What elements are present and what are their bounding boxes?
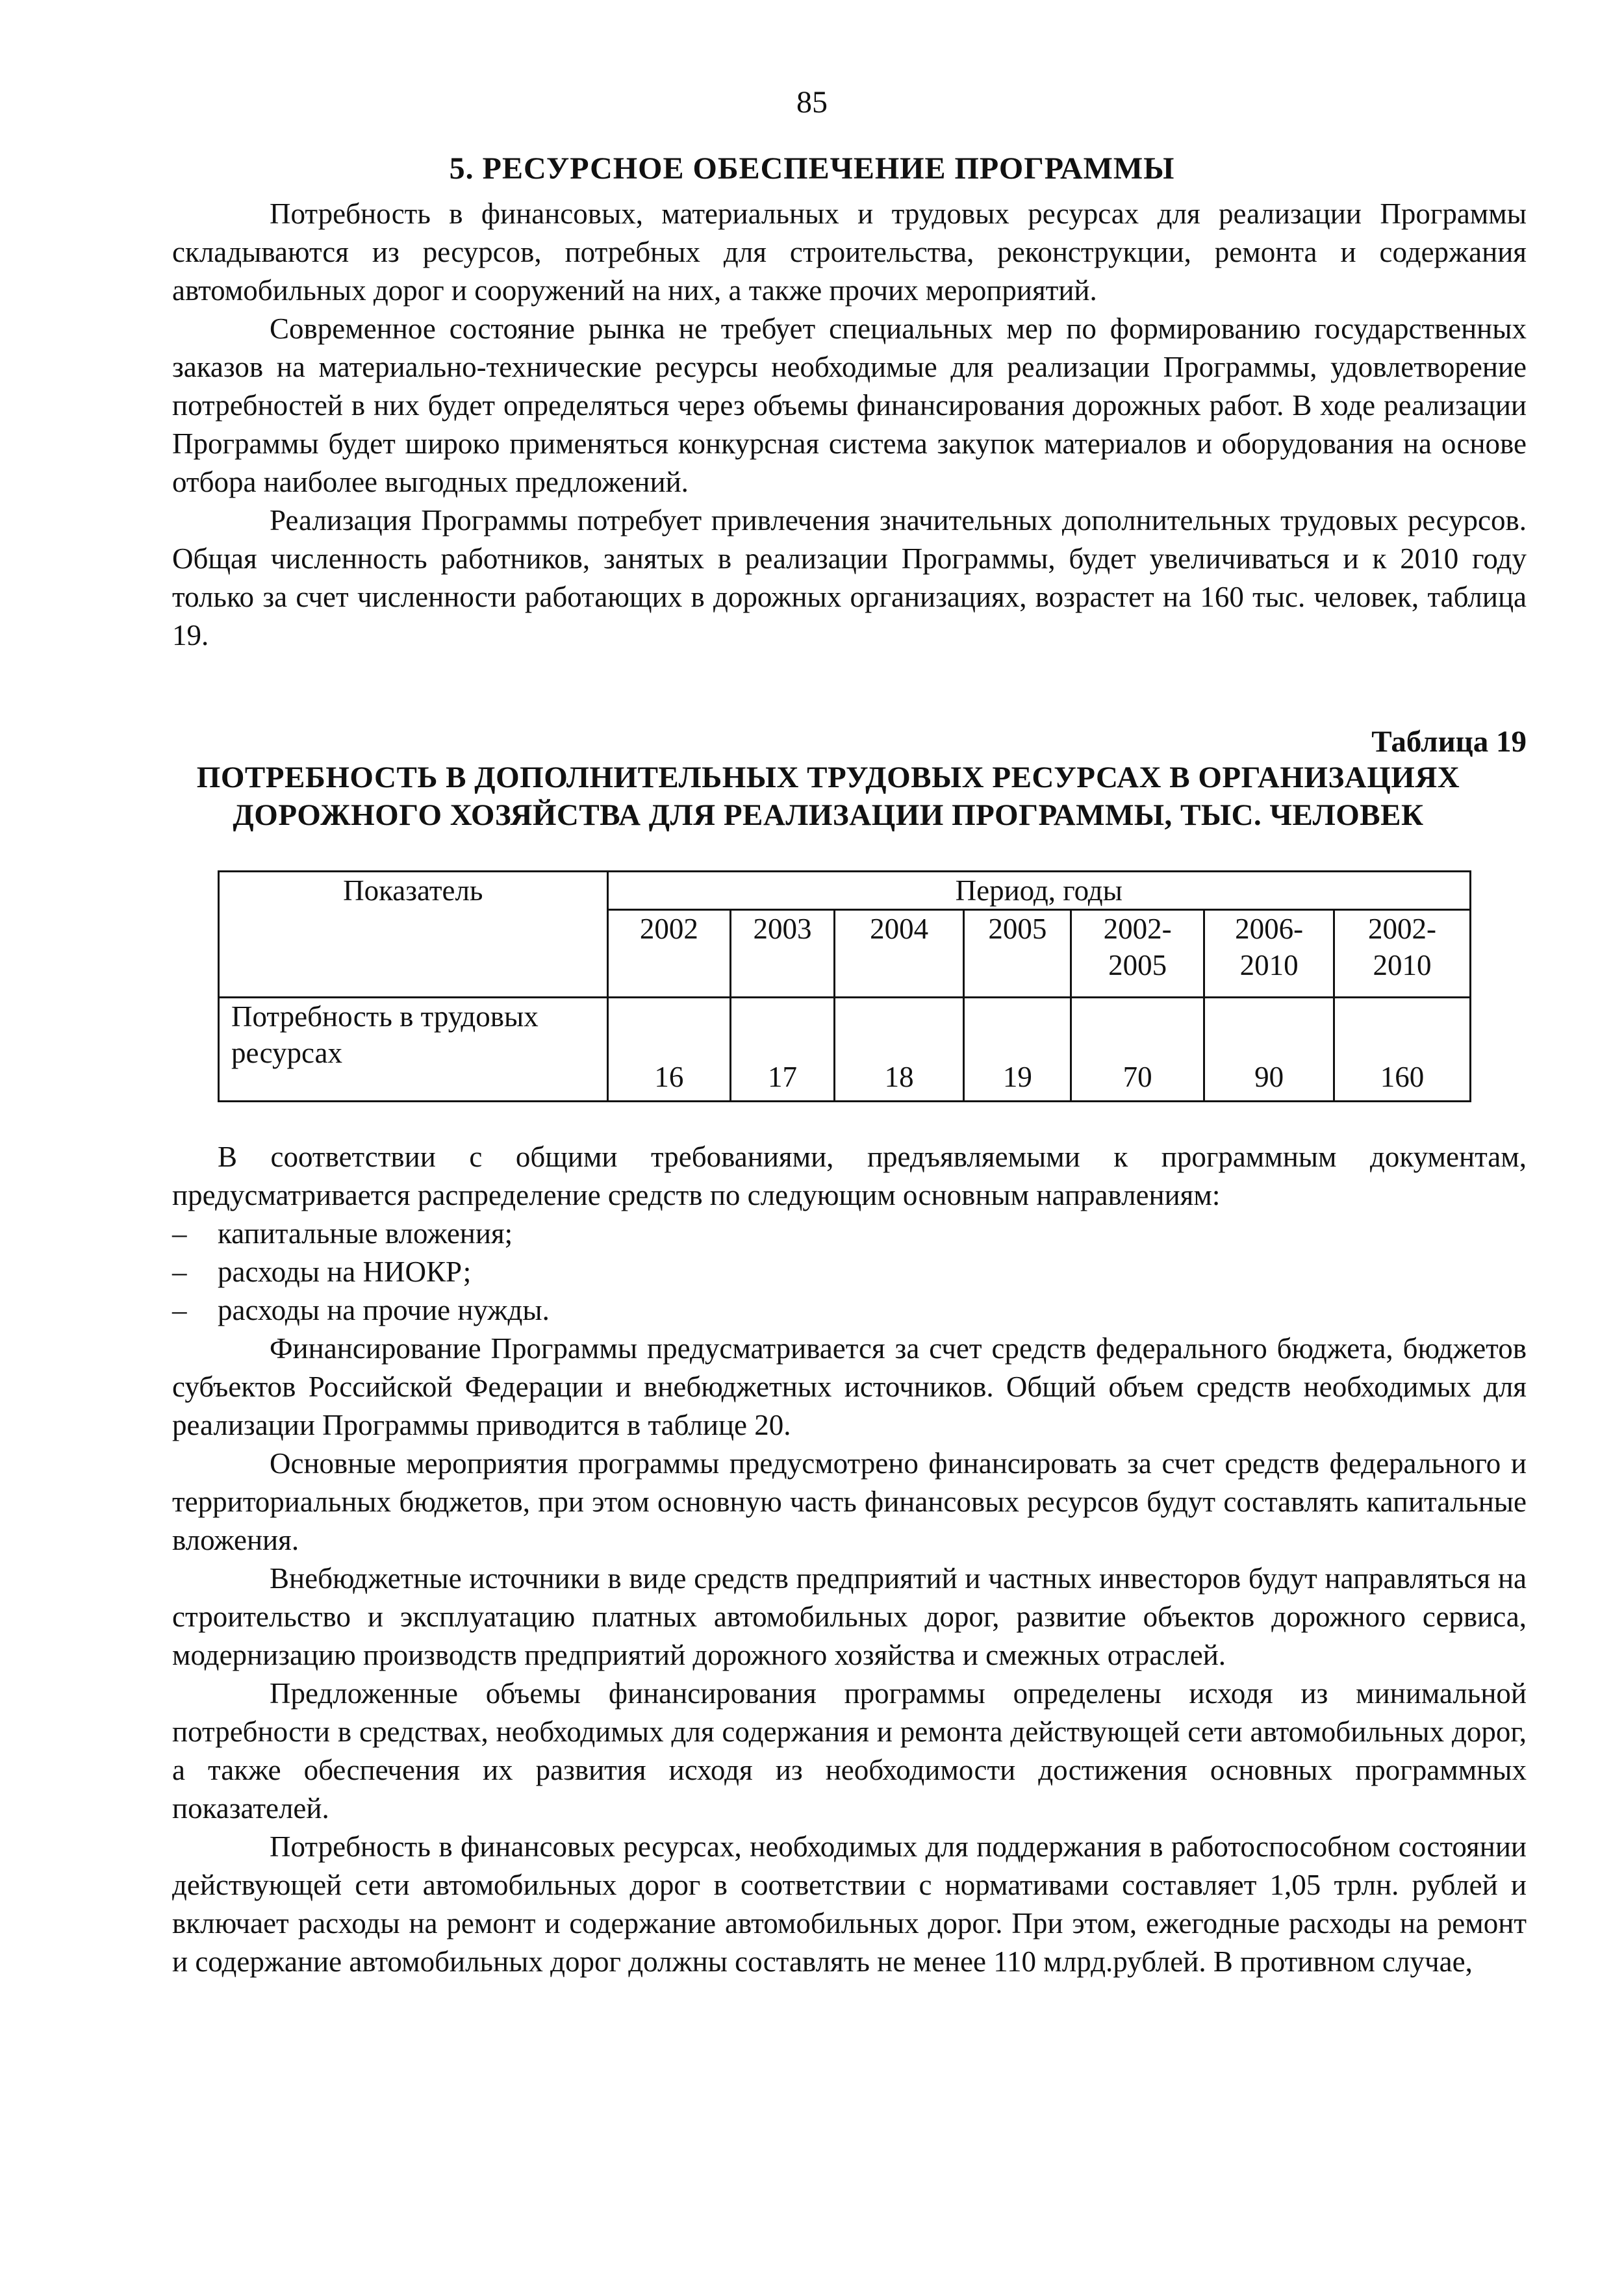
list-item-text: расходы на НИОКР;	[218, 1256, 472, 1288]
page-number: 85	[796, 85, 828, 120]
year-header: 2002	[607, 910, 731, 998]
intro-text	[172, 195, 1527, 655]
list-item-text: расходы на прочие нужды.	[218, 1294, 550, 1326]
bullet-dash: –	[172, 1256, 187, 1288]
paragraph: В соответствии с общими требованиями, предъявляемыми к программным документам, предусматривается распределение средств по следующим основным направлениям:	[172, 1141, 1527, 1211]
table-cell: 160	[1334, 998, 1471, 1102]
year-header: 2002-2010	[1334, 910, 1471, 998]
list-item	[172, 1215, 1527, 1253]
year-header: 2003	[731, 910, 835, 998]
body-text	[172, 1138, 1527, 1981]
table-cell: 90	[1204, 998, 1334, 1102]
row-label: Потребность в трудовых ресурсах	[219, 998, 608, 1102]
paragraph: Основные мероприятия программы предусмотрено финансировать за счет средств федерального и территориальных бюджетов, при этом основную часть финансовых ресурсов будут составлять капитальные вложения.	[172, 1447, 1527, 1556]
list-item	[172, 1291, 1527, 1330]
list-item	[172, 1253, 1527, 1291]
year-header: 2006-2010	[1204, 910, 1334, 998]
year-header: 2005	[964, 910, 1071, 998]
paragraph: Внебюджетные источники в виде средств предприятий и частных инвесторов будут направляться на строительство и эксплуатацию платных автомобильных дорог, развитие объектов дорожного сервиса, модернизацию производств предприятий дорожного хозяйства и смежных отраслей.	[172, 1562, 1527, 1671]
table-row	[219, 998, 1471, 1102]
table-cell: 17	[731, 998, 835, 1102]
table-cell: 18	[834, 998, 964, 1102]
table-caption: Таблица 19	[1371, 725, 1527, 759]
section-title: 5. РЕСУРСНОЕ ОБЕСПЕЧЕНИЕ ПРОГРАММЫ	[449, 151, 1175, 186]
period-header: Период, годы	[607, 872, 1470, 910]
paragraph: Предложенные объемы финансирования программы определены исходя из минимальной потребности в средствах, необходимых для содержания и ремонта действующей сети автомобильных дорог, а также обеспечения их развития исходя из необходимости достижения основных программных показателей.	[172, 1677, 1527, 1825]
bullet-list	[172, 1215, 1527, 1330]
list-item-text: капитальные вложения;	[218, 1217, 513, 1250]
labor-resources-table	[218, 870, 1471, 1102]
paragraph: Финансирование Программы предусматривается за счет средств федерального бюджета, бюджетов субъектов Российской Федерации и внебюджетных источников. Общий объем средств необходимых для реализации Программы приводится в таблице 20.	[172, 1332, 1527, 1441]
table-cell: 19	[964, 998, 1071, 1102]
table-cell: 70	[1071, 998, 1204, 1102]
paragraph: Современное состояние рынка не требует специальных мер по формированию государственных заказов на материально-технические ресурсы необходимые для реализации Программы, удовлетворение потребностей в них будет определяться через объемы финансирования дорожных работ. В ходе реализации Программы будет широко применяться конкурсная система закупок материалов и оборудования на основе отбора наиболее выгодных предложений.	[172, 312, 1527, 498]
paragraph: Потребность в финансовых ресурсах, необходимых для поддержания в работоспособном состоянии действующей сети автомобильных дорог в соответствии с нормативами составляет 1,05 трлн. рублей и включает расходы на ремонт и содержание автомобильных дорог. При этом, ежегодные расходы на ремонт и содержание автомобильных дорог должны составлять не менее 110 млрд.рублей. В противном случае,	[172, 1830, 1527, 1978]
table-header-row	[219, 872, 1471, 910]
year-header: 2004	[834, 910, 964, 998]
table-cell: 16	[607, 998, 731, 1102]
bullet-dash: –	[172, 1217, 187, 1250]
paragraph: Реализация Программы потребует привлечения значительных дополнительных трудовых ресурсов. Общая численность работников, занятых в реализации Программы, будет увеличиваться и к 2010 году только за счет численности работающих в дорожных организациях, возрастет на 160 тыс. человек, таблица 19.	[172, 504, 1527, 651]
table-title: ПОТРЕБНОСТЬ В ДОПОЛНИТЕЛЬНЫХ ТРУДОВЫХ РЕСУРСАХ В ОРГАНИЗАЦИЯХ ДОРОЖНОГО ХОЗЯЙСТВА ДЛЯ РЕАЛИЗАЦИИ ПРОГРАММЫ, ТЫС. ЧЕЛОВЕК	[196, 761, 1460, 832]
indicator-header: Показатель	[219, 872, 608, 998]
year-header: 2002-2005	[1071, 910, 1204, 998]
bullet-dash: –	[172, 1294, 187, 1326]
paragraph: Потребность в финансовых, материальных и трудовых ресурсах для реализации Программы складываются из ресурсов, потребных для строительства, реконструкции, ремонта и содержания автомобильных дорог и сооружений на них, а также прочих мероприятий.	[172, 197, 1527, 307]
